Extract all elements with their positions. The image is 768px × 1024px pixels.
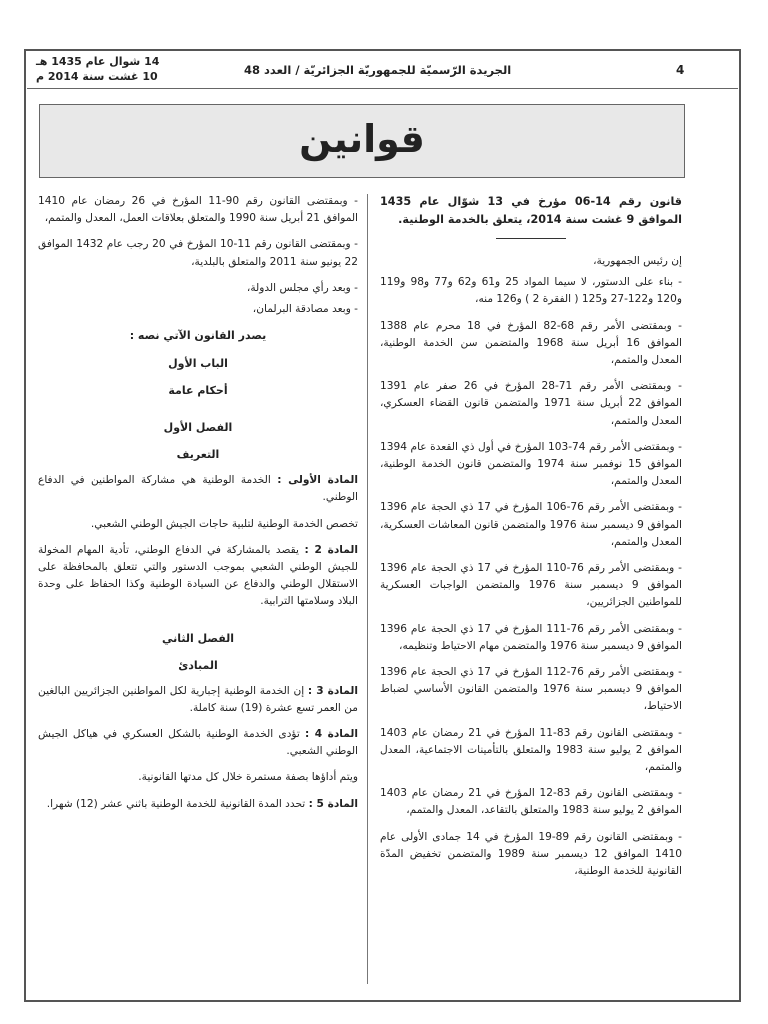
page-number: 4 xyxy=(676,63,685,77)
date-hijri: 14 شوال عام 1435 هـ xyxy=(36,55,160,68)
date-gregorian: 10 غشت سنة 2014 م xyxy=(36,70,158,83)
chapter-subtitle: التعريف xyxy=(176,448,220,462)
law-title: قانون رقم 14-06 مؤرخ في 13 شوّال عام 1435 الموافق 9 غشت سنة 2014، يتعلق بالخدمة الوطنية. xyxy=(380,195,682,226)
preamble-paragraph: - وبمقتضى القانون رقم 83-11 المؤرخ في 21 رمضان عام 1403 الموافق 2 يوليو سنة 1983 والمتعلق بالتأمينات الاجتماعية، المعدل والمتمم، xyxy=(380,726,682,774)
article-4-paragraph: ويتم أداؤها بصفة مستمرة خلال كل مدتها القانونية. xyxy=(138,771,358,784)
promulgation-line: يصدر القانون الآتي نصه : xyxy=(129,329,267,343)
section-title: قوانين xyxy=(299,117,425,161)
left-column xyxy=(38,193,358,822)
book-subtitle: أحكام عامة xyxy=(168,384,228,398)
section-banner xyxy=(39,104,685,178)
chapter-subtitle: المبادئ xyxy=(178,658,218,672)
header-rule xyxy=(27,88,738,89)
journal-title: الجريدة الرّسميّة للجمهوريّة الجزائريّة / العدد 48 xyxy=(244,63,512,77)
article-text: يقصد بالمشاركة في الدفاع الوطني، تأدية المهام المخولة للجيش الوطني الشعبي بموجب الدستور والتي تتعلق بالمحافظة على الاستقلال الوطني والدفاع عن السيادة الوطنية وكذا الحفاظ على وحدة البلاد وسلامتها الترابية. xyxy=(38,543,358,608)
preamble-paragraph: - وبمقتضى الأمر رقم 74-103 المؤرخ في أول ذي القعدة عام 1394 الموافق 15 نوفمبر سنة 1974 والمتضمن قانون الخدمة الوطنية، المعدل والمتمم، xyxy=(380,440,682,488)
article-text: إن الخدمة الوطنية إجبارية لكل المواطنين الجزائريين البالغين من العمر تسع عشرة (19) سنة كاملة. xyxy=(38,684,358,714)
preamble-paragraph: - وبمقتضى القانون رقم 11-10 المؤرخ في 20 رجب عام 1432 الموافق 22 يونيو سنة 2011 والمتعلق بالبلدية، xyxy=(38,238,358,268)
article-text: الخدمة الوطنية هي مشاركة المواطنين في الدفاع الوطني. xyxy=(38,474,358,504)
article-1-paragraph: تخصص الخدمة الوطنية لتلبية حاجات الجيش الوطني الشعبي. xyxy=(90,517,358,530)
article-text: تحدد المدة القانونية للخدمة الوطنية باثني عشر (12) شهرا. xyxy=(46,797,309,810)
preamble-paragraph: - وبمقتضى الأمر رقم 76-111 المؤرخ في 17 ذي الحجة عام 1396 الموافق 9 ديسمبر سنة 1976 والمتضمن مهام الاحتياط وتنظيمه، xyxy=(380,622,682,652)
preamble-paragraph: - وبمقتضى القانون رقم 90-11 المؤرخ في 26 رمضان عام 1410 الموافق 21 أبريل سنة 1990 والمتعلق بعلاقات العمل، المعدل والمتمم، xyxy=(38,195,358,225)
preamble-paragraph: - وبعد رأي مجلس الدولة، xyxy=(246,281,358,294)
article-label: المادة 4 : xyxy=(305,728,358,741)
chapter-title: الفصل الثاني xyxy=(161,631,235,645)
preamble-paragraph: - بناء على الدستور، لا سيما المواد 25 و61 و62 و77 و98 و119 و120 و122-27 و125 ( الفقرة 2 ) و126 منه، xyxy=(380,276,682,306)
preamble-paragraph: - وبمقتضى الأمر رقم 76-110 المؤرخ في 17 ذي الحجة عام 1396 الموافق 9 ديسمبر سنة 1976 والمتضمن الواجبات العسكرية للمواطنين الجزائريين، xyxy=(380,562,682,609)
preamble-paragraph: - وبمقتضى الأمر رقم 71-28 المؤرخ في 26 صفر عام 1391 الموافق 22 أبريل سنة 1971 والمتضمن قانون القضاء العسكري، المعدل والمتمم، xyxy=(380,380,682,427)
article-1 xyxy=(38,472,358,506)
preamble-paragraph: - وبمقتضى الأمر رقم 76-106 المؤرخ في 17 ذي الحجة عام 1396 الموافق 9 ديسمبر سنة 1976 والمتضمن قانون المعاشات العسكرية، المعدل والمتمم، xyxy=(380,501,682,548)
article-4 xyxy=(38,726,358,760)
preamble-paragraph: - وبمقتضى القانون رقم 83-12 المؤرخ في 21 رمضان عام 1403 الموافق 2 يوليو سنة 1983 والمتعلق بالتقاعد، المعدل والمتمم، xyxy=(380,787,682,817)
article-label: المادة 2 : xyxy=(304,543,358,556)
book-title: الباب الأول xyxy=(168,357,228,371)
column-divider xyxy=(367,194,368,984)
right-column xyxy=(380,193,682,889)
article-3 xyxy=(38,683,358,717)
article-label: المادة 3 : xyxy=(307,684,358,697)
preamble-intro: إن رئيس الجمهورية، xyxy=(593,255,682,267)
preamble-paragraph: - وبعد مصادقة البرلمان، xyxy=(252,303,358,316)
article-5 xyxy=(38,796,358,813)
article-label: المادة الأولى : xyxy=(277,474,359,487)
article-2 xyxy=(38,542,358,611)
preamble-paragraph: - وبمقتضى الأمر رقم 68-82 المؤرخ في 18 محرم عام 1388 الموافق 16 أبريل سنة 1968 والمتضمن سن الخدمة الوطنية، المعدل والمتمم، xyxy=(380,319,682,367)
article-label: المادة 5 : xyxy=(308,797,358,810)
chapter-title: الفصل الأول xyxy=(163,421,233,435)
preamble-paragraph: - وبمقتضى القانون رقم 89-19 المؤرخ في 14 جمادى الأولى عام 1410 الموافق 12 ديسمبر سنة 1989 والمتضمن تخفيض المدّة القانونية للخدمة الوطنية، xyxy=(380,830,682,878)
title-rule xyxy=(496,238,566,239)
article-text: تؤدى الخدمة الوطنية بالشكل العسكري في هياكل الجيش الوطني الشعبي. xyxy=(38,728,358,758)
preamble-paragraph: - وبمقتضى الأمر رقم 76-112 المؤرخ في 17 ذي الحجة عام 1396 الموافق 9 ديسمبر سنة 1976 والمتضمن القانون الأساسي لضباط الاحتياط، xyxy=(380,666,682,713)
